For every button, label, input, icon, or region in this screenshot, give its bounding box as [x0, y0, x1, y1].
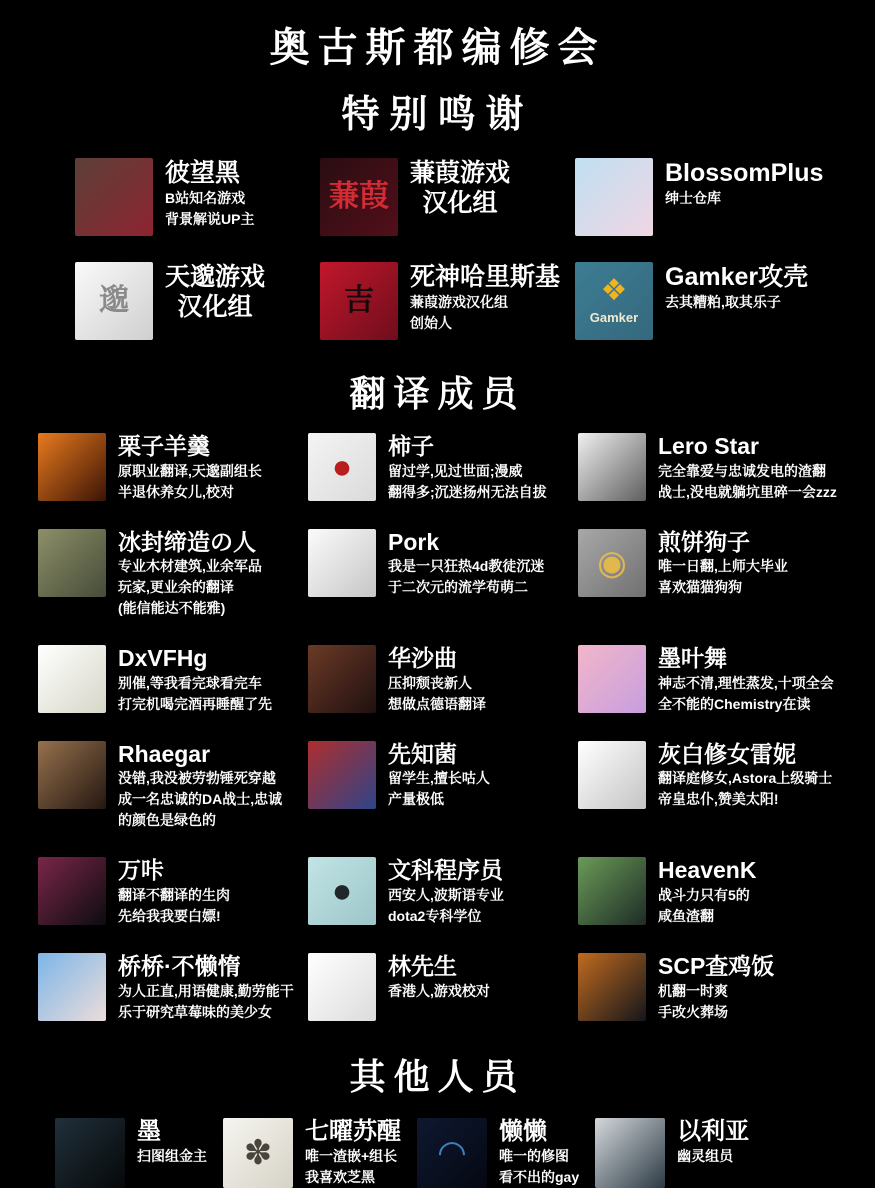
member-desc-block	[118, 981, 294, 1023]
credit-entry	[578, 529, 875, 620]
member-desc: 我喜欢芝黑	[305, 1169, 375, 1186]
member-desc: 翻得多;沉迷扬州无法自拔	[388, 483, 547, 500]
member-name-block	[665, 262, 808, 292]
credit-entry	[578, 953, 875, 1023]
member-desc: 玩家,更业余的翻译	[118, 579, 234, 596]
member-name-block	[118, 645, 207, 673]
member-info	[118, 645, 272, 715]
credit-entry	[578, 741, 875, 832]
member-desc: 为人正直,用语健康,勤劳能干	[118, 982, 294, 999]
member-name: 以利亚	[677, 1117, 750, 1145]
member-info	[388, 433, 547, 503]
persimmon-character-avatar-glyph: ●	[331, 448, 353, 486]
member-name: 林先生	[388, 952, 457, 979]
member-desc: 战斗力只有5的	[658, 886, 750, 903]
special-thanks-heading: 特别鸣谢	[341, 94, 534, 136]
member-desc: B站知名游戏	[165, 190, 246, 206]
credit-entry	[595, 1118, 749, 1188]
member-name-block	[388, 953, 457, 981]
sketch-face-avatar	[308, 529, 376, 597]
member-name-block	[118, 741, 210, 769]
credit-entry	[38, 953, 308, 1023]
member-name: 懒懒	[499, 1117, 547, 1145]
member-info	[118, 433, 262, 503]
member-desc-block	[388, 461, 547, 503]
jianjia-group-logo-glyph: 蒹葭	[329, 180, 389, 213]
credit-entry	[575, 158, 865, 236]
member-name-block	[165, 262, 265, 322]
member-name-block	[388, 741, 457, 769]
member-name-block	[388, 645, 457, 673]
member-info	[665, 158, 823, 209]
member-desc-block	[658, 556, 788, 598]
others-heading: 其他人员	[349, 1055, 526, 1097]
member-name-block	[165, 158, 240, 188]
member-name: BlossomPlus	[665, 159, 824, 187]
boy-red-hoodie-avatar	[75, 158, 153, 236]
member-desc: 乐于研究草莓味的美少女	[118, 1003, 272, 1020]
warrior-portrait-avatar	[38, 741, 106, 809]
member-desc: 喜欢猫猫狗狗	[658, 579, 742, 596]
member-name-block	[658, 953, 774, 981]
credit-entry	[38, 741, 308, 832]
member-info	[499, 1118, 579, 1188]
gas-mask-photo-avatar	[578, 953, 646, 1021]
member-info	[137, 1118, 207, 1168]
city-sketch-avatar	[308, 953, 376, 1021]
credit-entry	[578, 645, 875, 715]
member-desc: 产量极低	[388, 791, 444, 808]
member-desc: 的颜色是绿色的	[118, 812, 216, 829]
member-name: 冰封缔造の人	[118, 528, 256, 555]
credit-entry	[320, 158, 575, 236]
member-desc: (能信能达不能雅)	[118, 600, 226, 617]
credit-entry	[308, 741, 578, 832]
member-desc: 唯一渣嵌+组长	[305, 1148, 398, 1165]
member-desc-block	[388, 556, 544, 598]
page-title: 奥古斯都编修会	[269, 26, 606, 70]
member-name-block	[388, 529, 439, 557]
red-festive-logo-glyph: 吉	[344, 284, 374, 317]
member-name: Pork	[388, 528, 440, 555]
credit-entry	[38, 857, 308, 927]
blue-haired-girl-avatar	[575, 158, 653, 236]
member-name-block	[118, 529, 256, 557]
member-info	[677, 1118, 749, 1168]
gamker-logo	[575, 262, 653, 340]
special-thanks-grid	[75, 158, 875, 340]
member-desc: 没错,我没被劳勃锤死穿越	[118, 770, 276, 787]
jianjia-group-logo	[320, 158, 398, 236]
avatar-label: Gamker	[589, 310, 639, 326]
credit-entry	[575, 262, 865, 340]
member-desc: 半退休养女儿,校对	[118, 483, 234, 500]
member-name: 先知菌	[388, 740, 457, 767]
credit-entry	[75, 262, 320, 340]
member-name: 七曜苏醒	[305, 1117, 401, 1145]
member-name: 煎饼狗子	[658, 528, 750, 555]
member-desc: 帝皇忠仆,赞美太阳!	[658, 791, 779, 808]
member-name-block	[137, 1118, 161, 1147]
member-desc-block	[388, 673, 486, 715]
member-name-block	[499, 1118, 547, 1147]
member-desc: 成一名忠诚的DA战士,忠诚	[118, 791, 283, 808]
member-name-block	[658, 645, 727, 673]
tianmiao-calligraphy-logo	[75, 262, 153, 340]
member-desc: 先给我我要白嫖!	[118, 907, 221, 924]
translators-grid	[38, 433, 875, 1023]
doge-pancake-avatar-glyph: ◉	[597, 543, 627, 582]
member-desc-block	[658, 461, 837, 503]
member-desc-block	[118, 556, 262, 619]
member-info	[658, 741, 832, 811]
credit-entry	[38, 433, 308, 503]
green-helmet-chibi-avatar	[38, 645, 106, 713]
member-info	[388, 953, 490, 1002]
member-desc: 原职业翻译,天邈副组长	[118, 462, 262, 479]
blue-outline-melting-clock-avatar-glyph: ◠	[438, 1133, 466, 1172]
member-desc-block	[499, 1146, 579, 1188]
member-name: 天邈游戏	[165, 263, 266, 291]
member-name: 墨叶舞	[658, 645, 727, 672]
others-row	[55, 1118, 875, 1188]
member-desc-block	[388, 981, 490, 1002]
member-desc: 咸鱼渣翻	[658, 907, 714, 924]
member-name-block	[410, 262, 560, 292]
credit-entry	[223, 1118, 401, 1188]
member-name: 万咔	[118, 857, 164, 884]
member-info	[388, 741, 490, 811]
member-desc: 幽灵组员	[677, 1148, 734, 1165]
member-desc: 创始人	[410, 315, 452, 331]
member-desc-block	[677, 1146, 749, 1167]
white-haired-girl-avatar	[38, 953, 106, 1021]
member-desc-block	[658, 768, 832, 810]
gamker-logo-glyph: ❖	[600, 274, 628, 308]
member-info	[118, 741, 282, 832]
credit-entry	[578, 433, 875, 503]
member-name: SCP查鸡饭	[658, 952, 775, 979]
member-desc: 于二次元的流学苟萌二	[388, 579, 528, 596]
credit-entry	[55, 1118, 207, 1188]
member-desc: 压抑颓丧新人	[388, 674, 472, 691]
member-info	[118, 953, 294, 1023]
member-desc-block	[388, 885, 504, 927]
member-desc: 留学生,擅长咕人	[388, 770, 490, 787]
member-desc: 看不出的gay	[499, 1169, 580, 1186]
member-desc: 全不能的Chemistry在读	[658, 695, 811, 712]
credit-entry	[308, 645, 578, 715]
member-info	[165, 158, 254, 230]
credit-entry	[38, 645, 308, 715]
plate-spider-avatar	[223, 1118, 293, 1188]
member-name: 汉化组	[177, 293, 253, 321]
member-desc: 香港人,游戏校对	[388, 982, 490, 999]
military-camo-avatar	[38, 529, 106, 597]
member-name: DxVFHg	[118, 645, 208, 672]
member-desc: 唯一日翻,上师大毕业	[658, 558, 788, 575]
member-name: 栗子羊羹	[118, 433, 210, 459]
member-name-block	[410, 158, 510, 218]
member-name: 华沙曲	[388, 645, 457, 672]
credit-entry	[38, 529, 308, 620]
member-info	[388, 645, 486, 715]
member-desc-block	[658, 885, 756, 927]
member-desc-block	[118, 885, 230, 927]
member-name-block	[665, 158, 823, 188]
member-desc: 神志不清,理性蒸发,十项全会	[658, 674, 834, 691]
masked-figure-avatar	[38, 857, 106, 925]
credit-entry	[308, 953, 578, 1023]
member-name-block	[658, 857, 756, 885]
member-desc: 想做点德语翻译	[388, 695, 486, 712]
member-name-block	[118, 857, 164, 885]
member-info	[658, 529, 788, 599]
mecha-figure-avatar	[308, 741, 376, 809]
nun-sketch-avatar	[578, 741, 646, 809]
member-name-block	[658, 741, 796, 769]
credit-entry	[320, 262, 575, 340]
member-info	[658, 953, 774, 1023]
member-desc-block	[118, 673, 272, 715]
member-info	[665, 262, 808, 313]
member-desc: 绅士仓库	[665, 190, 721, 206]
doge-pancake-avatar	[578, 529, 646, 597]
member-name: 桥桥·不懒惰	[118, 952, 241, 979]
member-name-block	[658, 529, 750, 557]
member-info	[165, 262, 265, 322]
member-desc: 机翻一时爽	[658, 982, 728, 999]
green-haired-character-avatar	[578, 857, 646, 925]
member-desc-block	[658, 673, 834, 715]
member-info	[388, 857, 504, 927]
member-desc-block	[137, 1146, 207, 1167]
member-desc: 西安人,波斯语专业	[388, 886, 504, 903]
member-desc: dota2专科学位	[388, 907, 482, 924]
blue-outline-melting-clock-avatar	[417, 1118, 487, 1188]
member-desc: 打完机喝完酒再睡醒了先	[118, 695, 272, 712]
member-info	[410, 158, 510, 218]
member-name-block	[118, 433, 210, 461]
member-desc-block	[305, 1146, 401, 1188]
member-desc: 唯一的修图	[499, 1148, 569, 1165]
credit-entry	[308, 857, 578, 927]
member-desc: 手改火葬场	[658, 1003, 728, 1020]
member-desc-block	[658, 981, 774, 1023]
oil-portrait-avatar	[308, 645, 376, 713]
member-name: 蒹葭游戏	[410, 159, 511, 187]
translators-heading: 翻译成员	[349, 373, 526, 414]
member-desc-block	[388, 768, 490, 810]
white-haired-masked-girl-avatar	[595, 1118, 665, 1188]
member-name: 柿子	[388, 433, 434, 459]
member-name: HeavenK	[658, 857, 757, 884]
penguin-avatar-glyph: ●	[331, 872, 353, 911]
credit-entry	[578, 857, 875, 927]
member-desc: 战士,没电就躺坑里碎一会zzz	[658, 483, 837, 500]
member-desc-block	[410, 292, 560, 334]
member-name: 彼望黑	[165, 159, 241, 187]
member-desc: 背景解说UP主	[165, 211, 255, 227]
member-desc: 蒹葭游戏汉化组	[410, 294, 508, 310]
member-name-block	[677, 1118, 749, 1147]
member-info	[658, 433, 837, 503]
penguin-avatar	[308, 857, 376, 925]
plate-spider-avatar-glyph: ✽	[243, 1133, 273, 1172]
credit-entry	[308, 433, 578, 503]
credit-entry	[417, 1118, 579, 1188]
member-desc-block	[118, 768, 282, 831]
member-name: 灰白修女雷妮	[658, 740, 796, 767]
member-desc: 扫图组金主	[137, 1148, 207, 1165]
member-desc-block	[118, 461, 262, 503]
tianmiao-calligraphy-logo-glyph: 邈	[99, 284, 129, 317]
member-name: Gamker攻壳	[665, 263, 809, 291]
member-info	[388, 529, 544, 599]
member-desc: 留过学,见过世面;漫威	[388, 462, 523, 479]
member-info	[410, 262, 560, 334]
red-festive-logo	[320, 262, 398, 340]
member-name: Rhaegar	[118, 740, 211, 767]
burning-scarecrow-avatar	[38, 433, 106, 501]
member-desc: 专业木材建筑,业余军品	[118, 558, 262, 575]
member-desc-block	[665, 292, 808, 313]
member-desc: 我是一只狂热4d教徒沉迷	[388, 558, 545, 575]
member-name: 死神哈里斯基	[410, 263, 561, 291]
member-name-block	[118, 953, 241, 981]
member-name-block	[388, 433, 434, 461]
member-name-block	[388, 857, 503, 885]
member-desc: 去其糟粕,取其乐子	[665, 294, 781, 310]
dark-alien-avatar	[55, 1118, 125, 1188]
member-name: 墨	[137, 1117, 161, 1145]
member-desc: 翻译不翻译的生肉	[118, 886, 230, 903]
member-desc: 翻译庭修女,Astora上级骑士	[658, 770, 833, 787]
member-info	[118, 857, 230, 927]
credit-entry	[75, 158, 320, 236]
member-name-block	[658, 433, 759, 461]
member-info	[305, 1118, 401, 1188]
member-name-block	[305, 1118, 401, 1147]
persimmon-character-avatar	[308, 433, 376, 501]
member-desc: 别催,等我看完球看完车	[118, 674, 262, 691]
member-desc: 完全靠爱与忠诚发电的渣翻	[658, 462, 826, 479]
member-info	[658, 857, 756, 927]
capped-boy-sketch-avatar	[578, 433, 646, 501]
pink-haired-girl-avatar	[578, 645, 646, 713]
member-desc-block	[665, 188, 823, 209]
member-info	[658, 645, 834, 715]
member-desc-block	[165, 188, 254, 230]
credit-entry	[308, 529, 578, 620]
member-name: Lero Star	[658, 433, 759, 459]
member-info	[118, 529, 262, 620]
member-name: 文科程序员	[388, 857, 503, 884]
member-name: 汉化组	[422, 189, 498, 217]
